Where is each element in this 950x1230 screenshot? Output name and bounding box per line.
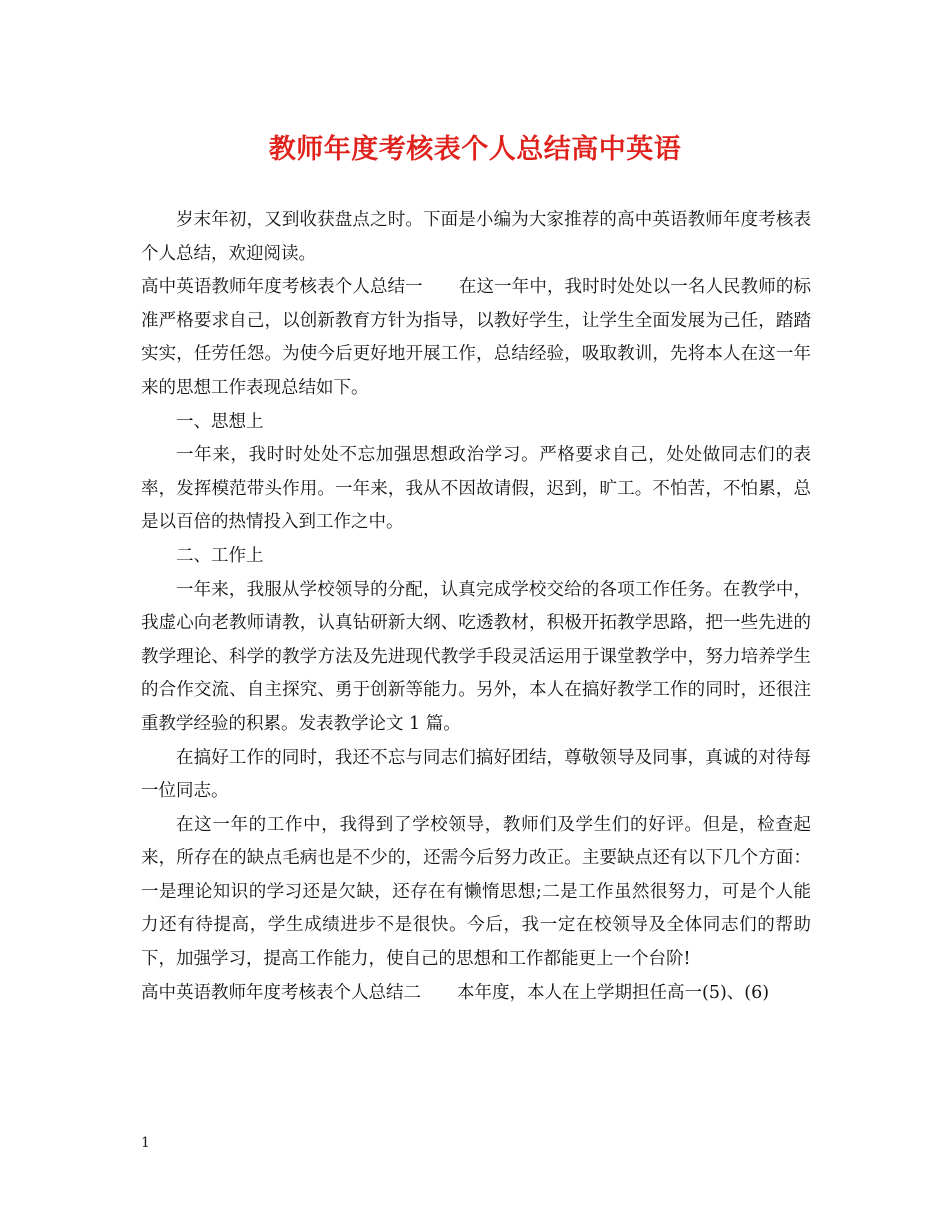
section-thought-body: 一年来，我时时处处不忘加强思想政治学习。严格要求自己，处处做同志们的表率，发挥模范带头作用。一年来，我从不因故请假，迟到，旷工。不怕苦，不怕累，总是以百倍的热情投入到工作之中。 [141,445,811,533]
unity-paragraph: 在搞好工作的同时，我还不忘与同志们搞好团结，尊敬领导及同事，真诚的对待每一位同志。 [141,747,811,802]
summary-one-heading: 高中英语教师年度考核表个人总结一 [141,277,423,298]
document-title: 教师年度考核表个人总结高中英语 [268,134,682,165]
page-number: 1 [141,1135,150,1151]
summary-two-heading: 高中英语教师年度考核表个人总结二 [141,982,421,1003]
section-work-title: 二、工作上 [176,545,264,566]
summary-two-opening: 本年度，本人在上学期担任高一(5)、(6) [457,982,770,1003]
document-body [141,204,811,1010]
summary-one-paragraph [141,271,811,405]
section-thought-title: 一、思想上 [176,411,264,432]
summary-one-opening: 在这一年中，我时时处处以一名人民教师的标准严格要求自己，以创新教育方针为指导，以教好学生，让学生全面发展为己任，踏踏实实，任劳任怨。为使今后更好地开展工作，总结经验，吸取教训，先将本人在这一年来的思想工作表现总结如下。 [141,277,812,398]
section-work-body: 一年来，我服从学校领导的分配，认真完成学校交给的各项工作任务。在教学中，我虚心向老教师请教，认真钻研新大纲、吃透教材，积极开拓教学思路，把一些先进的教学理论、科学的教学方法及先进现代教学手段灵活运用于课堂教学中，努力培养学生的合作交流、自主探究、勇于创新等能力。另外，本人在搞好教学工作的同时，还很注重教学经验的积累。发表教学论文 1 篇。 [141,579,811,734]
intro-paragraph: 岁末年初，又到收获盘点之时。下面是小编为大家推荐的高中英语教师年度考核表个人总结，欢迎阅读。 [141,210,811,264]
closing-paragraph: 在这一年的工作中，我得到了学校领导，教师们及学生们的好评。但是，检查起来，所存在的缺点毛病也是不少的，还需今后努力改正。主要缺点还有以下几个方面：一是理论知识的学习还是欠缺，还存在有懒惰思想;二是工作虽然很努力，可是个人能力还有待提高，学生成绩进步不是很快。今后，我一定在校领导及全体同志们的帮助下，加强学习，提高工作能力，使自己的思想和工作都能更上一个台阶! [141,814,811,970]
summary-two-paragraph [141,977,811,1011]
